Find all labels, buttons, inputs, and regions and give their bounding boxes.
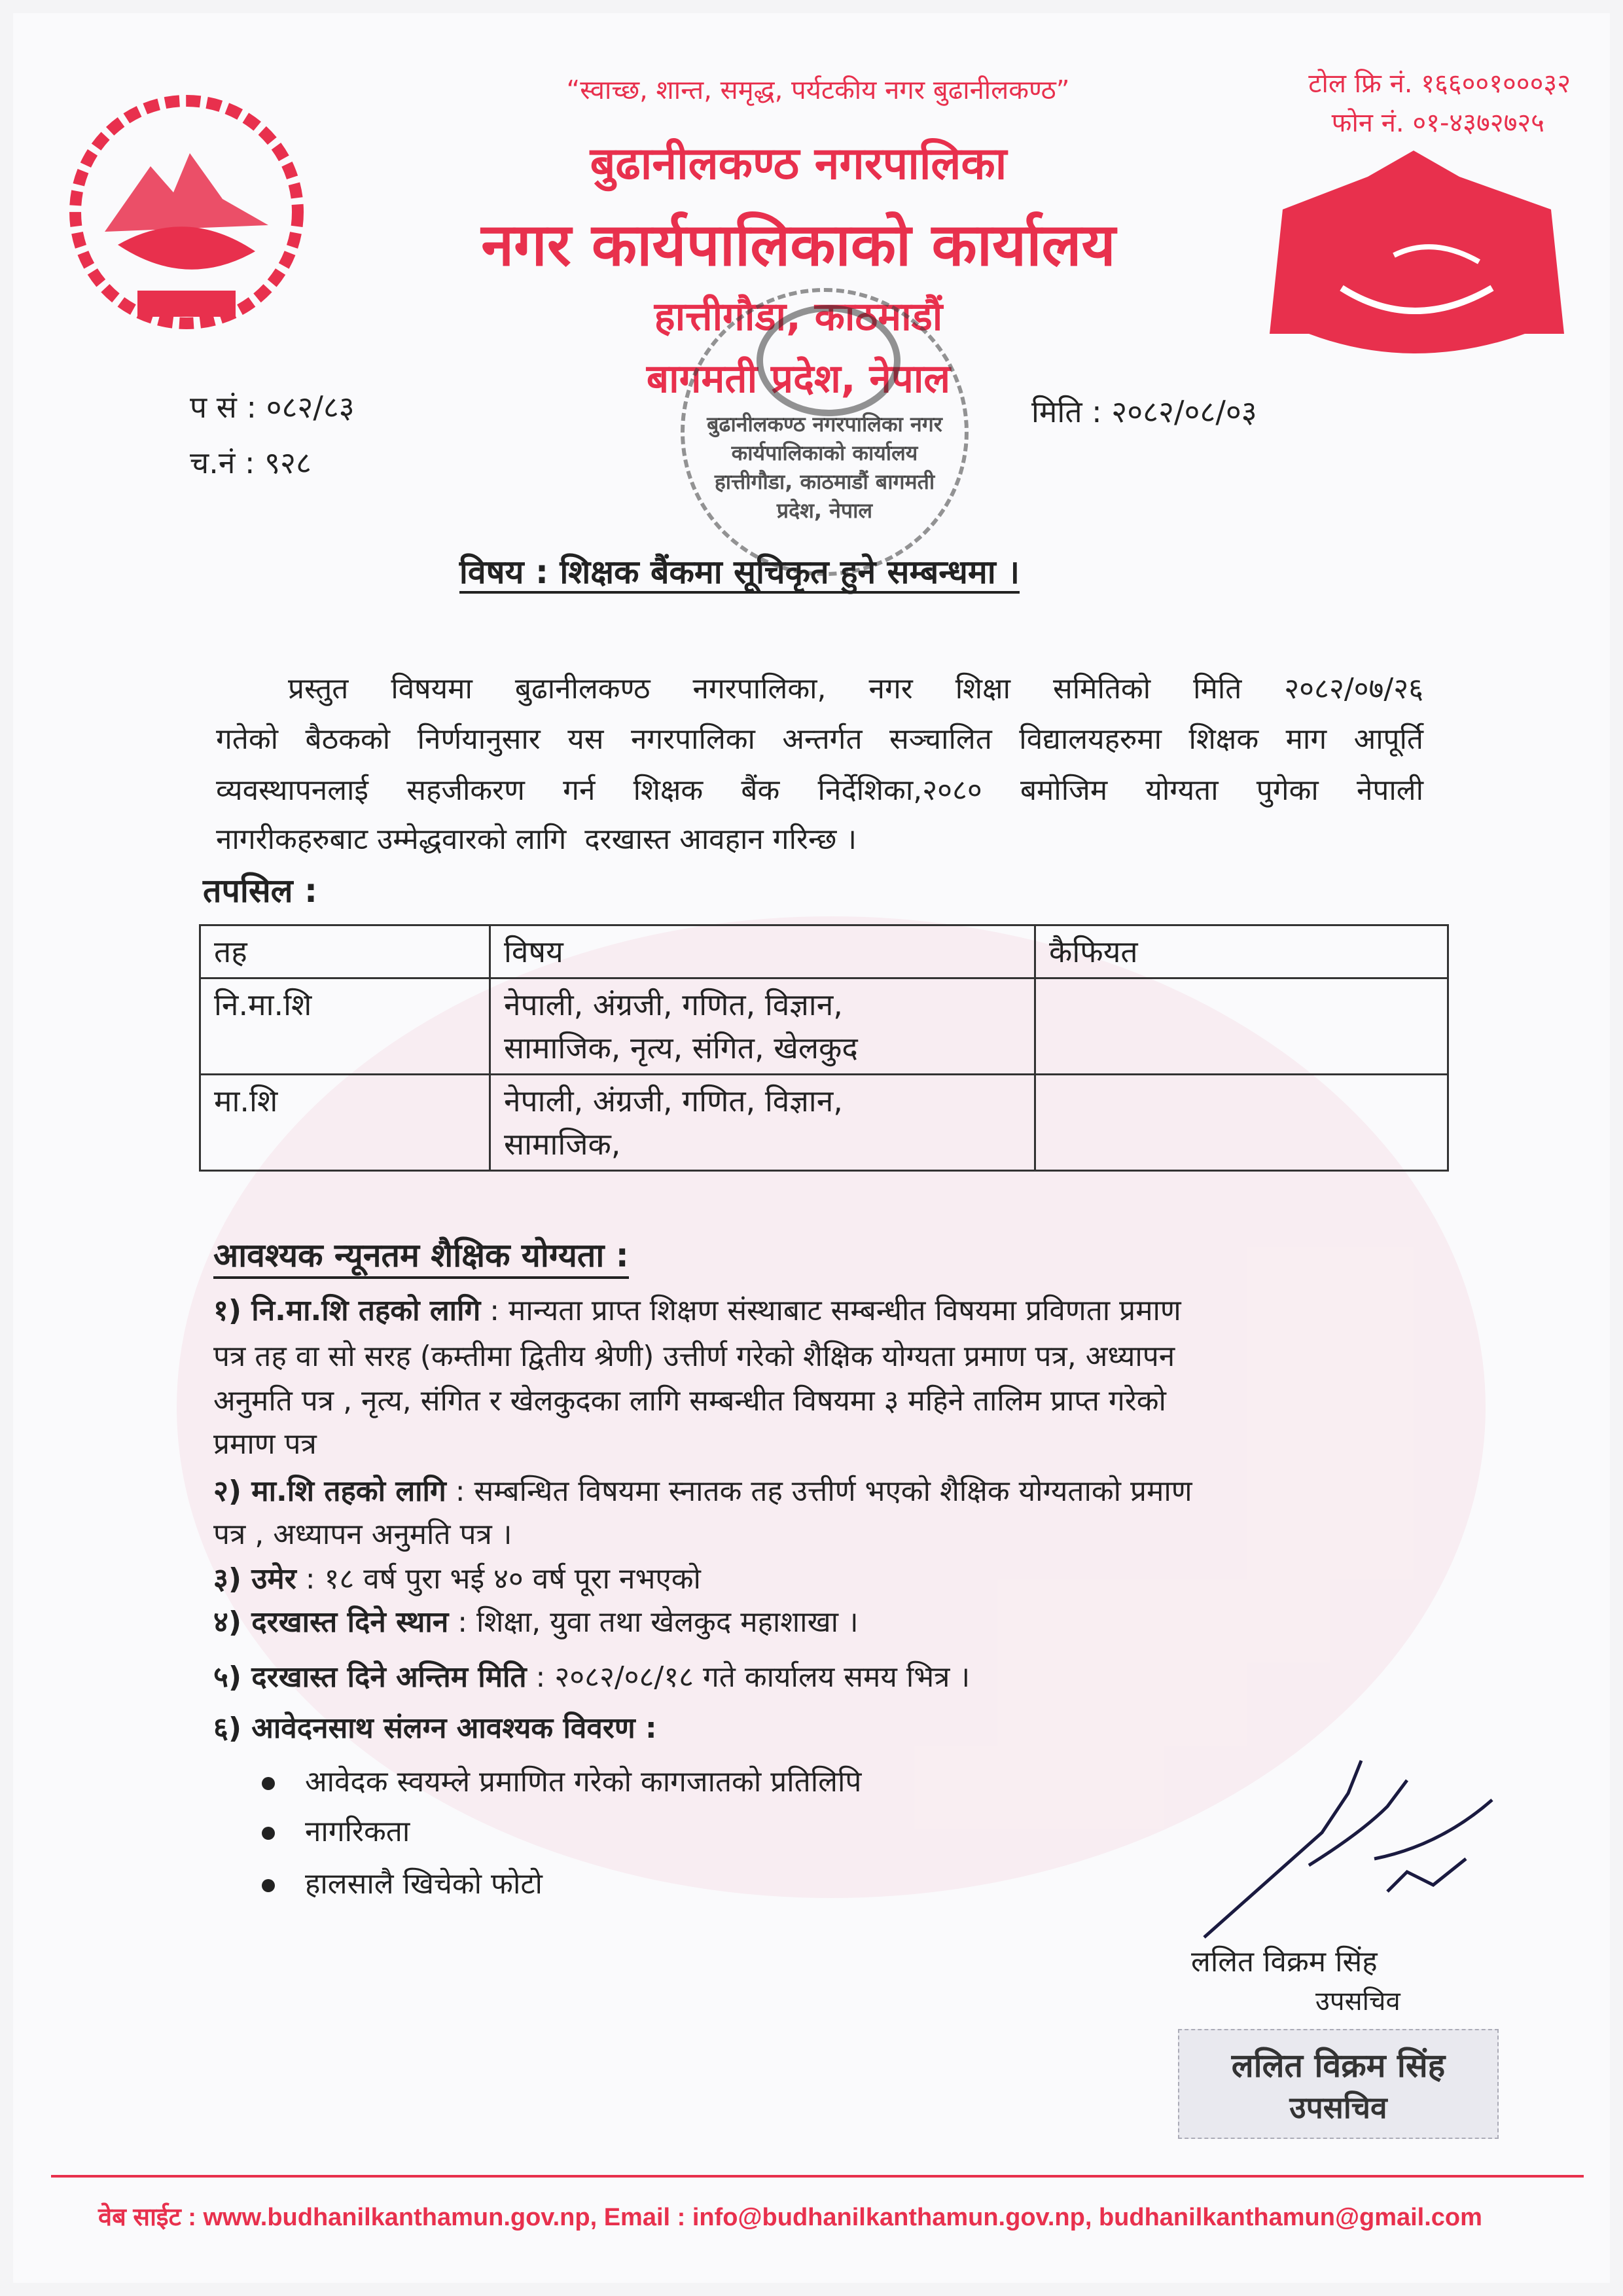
letter-page xyxy=(13,13,1610,2283)
dispatch-number: च.नं : ९२८ xyxy=(190,445,312,480)
bullet-icon xyxy=(262,1827,275,1840)
handwritten-signature xyxy=(1191,1754,1505,1944)
stamp-name: ललित विक्रम सिंह xyxy=(1231,2047,1446,2085)
subject-line: विषय : शिक्षक बैंकमा सूचिकृत हुने सम्बन्धमा । xyxy=(459,553,1020,594)
table-row xyxy=(200,1075,1448,1171)
column-header-subject: विषय xyxy=(490,925,1035,978)
attachment-item: नागरिकता xyxy=(262,1810,410,1850)
column-header-level: तह xyxy=(200,925,490,978)
letter-date: मिति : २०८२/०८/०३ xyxy=(1031,394,1257,429)
seal-emblem xyxy=(757,305,901,416)
table-row xyxy=(200,978,1448,1075)
bullet-icon xyxy=(262,1777,275,1790)
remarks-cell xyxy=(1035,1075,1448,1171)
subjects-cell xyxy=(490,978,1035,1075)
footer-divider xyxy=(51,2175,1584,2178)
qualification-line: अनुमति पत्र , नृत्य, संगित र खेलकुदका लागि सम्बन्धीत विषयमा ३ महिने तालिम प्राप्त गरेको xyxy=(213,1384,1166,1418)
level-cell: नि.मा.शि xyxy=(200,978,490,1075)
qualification-item: १) नि.मा.शि तहको लागि : मान्यता प्राप्त शिक्षण संस्थाबाट सम्बन्धीत विषयमा प्रविणता प्रमाण xyxy=(213,1294,1181,1327)
stamp-designation: उपसचिव xyxy=(1289,2090,1387,2125)
municipality-name: बुढानीलकण्ठ नगरपालिका xyxy=(590,138,1007,190)
address-line2: बागमती प्रदेश, नेपाल xyxy=(646,356,951,402)
subjects-line: नेपाली, अंग्रजी, गणित, विज्ञान, xyxy=(504,987,843,1022)
bullet-icon xyxy=(262,1879,275,1892)
municipality-logo-icon xyxy=(1263,137,1571,353)
subjects-line: सामाजिक, xyxy=(504,1126,621,1162)
signatory-name: ललित विक्रम सिंह xyxy=(1191,1945,1378,1979)
footer-contact: वेब साईट : www.budhanilkanthamun.gov.np, Email : info@budhanilkanthamun.gov.np, budhanilkanthamun@gmail.com xyxy=(98,2204,1482,2231)
phone-number: फोन नं. ०१-४३७२७२५ xyxy=(1331,108,1544,138)
body-line: नागरीकहरुबाट उम्मेद्धवारको लागि दरखास्त आवहान गरिन्छ । xyxy=(216,823,857,856)
level-cell: मा.शि xyxy=(200,1075,490,1171)
name-stamp xyxy=(1178,2029,1499,2139)
qualification-item: ३) उमेर : १८ वर्ष पुरा भई ४० वर्ष पूरा नभएको xyxy=(213,1562,701,1596)
reference-number: प सं : ०८२/८३ xyxy=(190,389,355,425)
seal-text: बुढानीलकण्ठ नगरपालिका नगर कार्यपालिकाको कार्यालय हात्तीगौडा, काठमाडौं बागमती प्रदेश, नेपाल xyxy=(707,412,942,523)
address-line1: हात्तीगौडा, काठमाडौं xyxy=(654,294,943,340)
slogan: “स्वाच्छ, शान्त, समृद्ध, पर्यटकीय नगर बुढानीलकण्ठ” xyxy=(566,75,1070,105)
attachment-item: आवेदक स्वयम्ले प्रमाणित गरेको कागजातको प्रतिलिपि xyxy=(262,1761,861,1800)
qualification-item: ४) दरखास्त दिने स्थान : शिक्षा, युवा तथा खेलकुद महाशाखा । xyxy=(213,1605,859,1639)
signatory-designation: उपसचिव xyxy=(1315,1986,1400,2017)
attachment-item: हालसालै खिचेको फोटो xyxy=(262,1863,543,1902)
subjects-cell xyxy=(490,1075,1035,1171)
qualification-line: प्रमाण पत्र xyxy=(213,1427,317,1461)
body-line: गतेको बैठकको निर्णयानुसार यस नगरपालिका अन्तर्गत सञ्चालित विद्यालयहरुमा शिक्षक माग आपूर्ति xyxy=(216,723,1423,756)
subjects-line: नेपाली, अंग्रजी, गणित, विज्ञान, xyxy=(504,1083,843,1119)
qualification-item: २) मा.शि तहको लागि : सम्बन्धित विषयमा स्नातक तह उत्तीर्ण भएको शैक्षिक योग्यताको प्रमाण xyxy=(213,1475,1192,1508)
subjects-line: सामाजिक, नृत्य, संगित, खेलकुद xyxy=(504,1030,858,1066)
details-label: तपसिल : xyxy=(203,872,317,910)
nepal-emblem-icon xyxy=(59,94,314,343)
qualification-item: ५) दरखास्त दिने अन्तिम मिति : २०८२/०८/१८ गते कार्यालय समय भित्र । xyxy=(213,1660,971,1694)
office-name: नगर कार्यपालिकाको कार्यालय xyxy=(481,211,1116,279)
body-line: व्यवस्थापनलाई सहजीकरण गर्न शिक्षक बैंक निर्देशिका,२०८० बमोजिम योग्यता पुगेका नेपाली xyxy=(216,774,1423,807)
qualifications-heading: आवश्यक न्यूनतम शैक्षिक योग्यता : xyxy=(213,1232,629,1279)
vacancy-table xyxy=(199,924,1449,1172)
column-header-remarks: कैफियत xyxy=(1035,925,1448,978)
qualification-item: ६) आवेदनसाथ संलग्न आवश्यक विवरण : xyxy=(213,1712,657,1745)
qualification-line: पत्र तह वा सो सरह (कम्तीमा द्वितीय श्रेणी) उत्तीर्ण गरेको शैक्षिक योग्यता प्रमाण पत्र, अध्यापन xyxy=(213,1340,1175,1373)
toll-free-number: टोल फ्रि नं. १६६००१०००३२ xyxy=(1308,69,1571,99)
body-line: प्रस्तुत विषयमा बुढानीलकण्ठ नगरपालिका, नगर शिक्षा समितिको मिति २०८२/०७/२६ xyxy=(288,672,1423,706)
remarks-cell xyxy=(1035,978,1448,1075)
table-header-row xyxy=(200,925,1448,978)
qualification-line: पत्र , अध्यापन अनुमति पत्र । xyxy=(213,1518,512,1551)
